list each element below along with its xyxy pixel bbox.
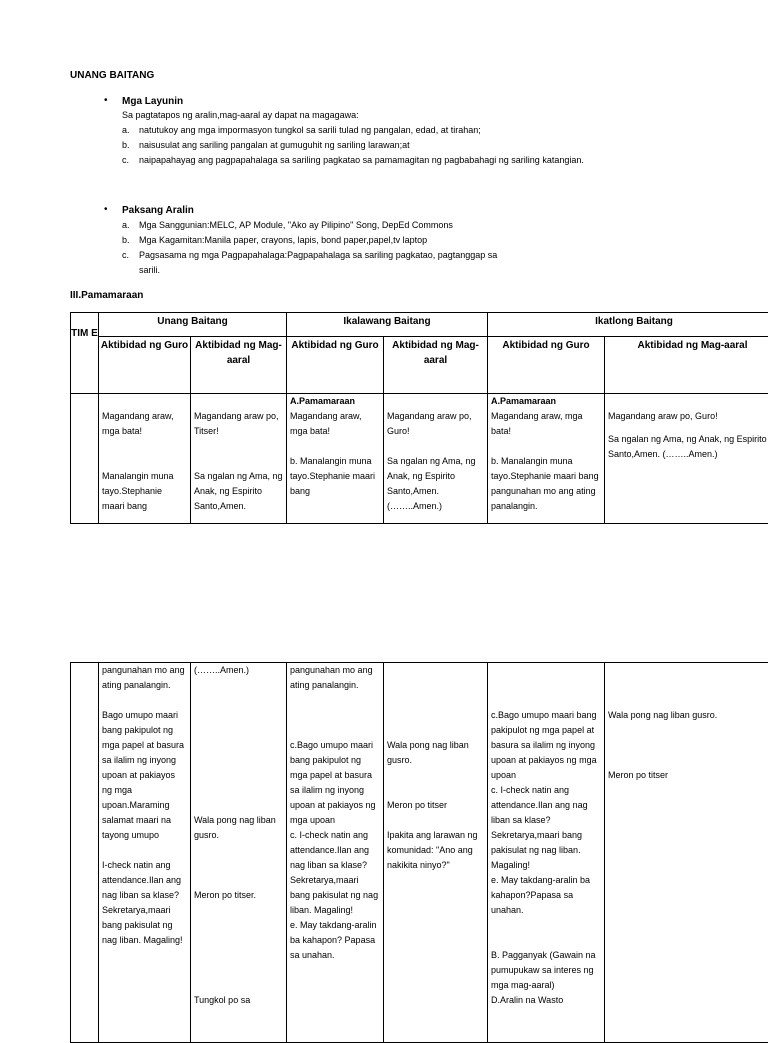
paksa-item-b (122, 233, 742, 248)
table-cell: A.Pamamaraan Magandang araw, mga bata! b. Manalangin muna tayo.Stephanie maari bang pangunahan mo ang ating panalangin. (488, 394, 605, 524)
list-text: naipapahayag ang pagpapahalaga sa sariling pagkatao sa pamamagitan ng pagbabahagi ng sariling katangian. (139, 153, 584, 168)
group-header-unang: Unang Baitang (99, 313, 287, 337)
col-header-magaaral: Aktibidad ng Mag-aaral (191, 337, 287, 394)
layunin-intro: Sa pagtatapos ng aralin,mag-aaral ay dapat na magagawa: (122, 108, 359, 123)
col-header-magaaral: Aktibidad ng Mag-aaral (605, 337, 768, 394)
paksa-item-c (122, 248, 742, 278)
time-cell (71, 394, 99, 524)
paksa-heading: Paksang Aralin (122, 205, 194, 216)
list-marker: b. (122, 138, 130, 153)
bullet-dot: • (104, 204, 108, 215)
table-cell: c.Bago umupo maari bang pakipulot ng mga papel at basura sa ilalim ng inyong upoan at pakiayos ng mga upoan c. I-check natin ang attendance.Ilan ang nag liban sa klase? Sekretarya,maari bang pakisulat ng nag liban. Magaling! e. May takdang-aralin ba kahapon?Papasa sa unahan. B. Pagganyak (Gawain na pumupukaw sa interes ng mga mag-aaral) D.Aralin na Wasto (488, 663, 605, 1043)
section-heading: III.Pamamaraan (70, 290, 143, 301)
table-cell: Magandang araw, mga bata! Manalangin muna tayo.Stephanie maari bang (99, 394, 191, 524)
time-header: TIM E (71, 313, 99, 394)
col-header-guro: Aktibidad ng Guro (99, 337, 191, 394)
paksa-item-a (122, 218, 742, 233)
time-cell (71, 663, 99, 1043)
table-cell: pangunahan mo ang ating panalangin. Bago umupo maari bang pakipulot ng mga papel at basura sa ilalim ng inyong upoan at pakiayos ng mga upoan.Maraming salamat maari na tayong umupo I-check natin ang attendance.Ilan ang nag liban sa klase? Sekretarya,maari bang pakisulat ng nag liban. Magaling! (99, 663, 191, 1043)
group-header-ikatlo: Ikatlong Baitang (488, 313, 768, 337)
col-header-magaaral: Aktibidad ng Mag-aaral (384, 337, 488, 394)
table-cell: Magandang araw po, Titser! Sa ngalan ng Ama, ng Anak, ng Espirito Santo,Amen. (191, 394, 287, 524)
table-cell: Magandang araw po, Guro! Sa ngalan ng Ama, ng Anak, ng Espirito Santo,Amen. (……..Amen.) (605, 394, 768, 524)
list-text: Mga Sanggunian:MELC, AP Module, "Ako ay Pilipino" Song, DepEd Commons (139, 218, 453, 233)
layunin-item-b (122, 138, 742, 153)
list-text: natutukoy ang mga impormasyon tungkol sa sarili tulad ng pangalan, edad, at tirahan; (139, 123, 481, 138)
list-marker: a. (122, 218, 130, 233)
layunin-item-a (122, 123, 742, 138)
col-header-guro: Aktibidad ng Guro (488, 337, 605, 394)
pamamaraan-table-continued (70, 662, 768, 1043)
list-marker: c. (122, 153, 129, 168)
list-marker: a. (122, 123, 130, 138)
table-cell: Magandang araw po, Guro! Sa ngalan ng Ama, ng Anak, ng Espirito Santo,Amen. (……..Amen.) (384, 394, 488, 524)
bullet-dot: • (104, 95, 108, 106)
pamamaraan-table (70, 312, 768, 524)
layunin-item-c (122, 153, 742, 168)
list-text: Pagsasama ng mga Pagpapahalaga:Pagpapahalaga sa sariling pagkatao, pagtanggap sa (139, 248, 497, 263)
table-cell: pangunahan mo ang ating panalangin. c.Bago umupo maari bang pakipulot ng mga papel at basura sa ilalim ng inyong upoan at pakiayos ng mga upoan c. I-check natin ang attendance.Ilan ang nag liban sa klase? Sekretarya,maari bang pakisulat ng nag liban. Magaling! e. May takdang-aralin ba kahapon? Papasa sa unahan. (287, 663, 384, 1043)
page-title: UNANG BAITANG (70, 70, 154, 81)
table-cell: (……..Amen.) Wala pong nag liban gusro. Meron po titser. Tungkol po sa (191, 663, 287, 1043)
table-cell: Wala pong nag liban gusro. Meron po titser (605, 663, 768, 1043)
layunin-heading: Mga Layunin (122, 96, 183, 107)
list-text: sarili. (139, 263, 160, 278)
table-cell: A.Pamamaraan Magandang araw, mga bata! b. Manalangin muna tayo.Stephanie maari bang (287, 394, 384, 524)
group-header-ikalawa: Ikalawang Baitang (287, 313, 488, 337)
list-text: naisusulat ang sariling pangalan at gumuguhit ng sariling larawan;at (139, 138, 410, 153)
list-text: Mga Kagamitan:Manila paper, crayons, lapis, bond paper,papel,tv laptop (139, 233, 427, 248)
list-marker: b. (122, 233, 130, 248)
list-marker: c. (122, 248, 129, 263)
col-header-guro: Aktibidad ng Guro (287, 337, 384, 394)
table-cell: Wala pong nag liban gusro. Meron po titser Ipakita ang larawan ng komunidad: "Ano ang nakikita ninyo?" (384, 663, 488, 1043)
